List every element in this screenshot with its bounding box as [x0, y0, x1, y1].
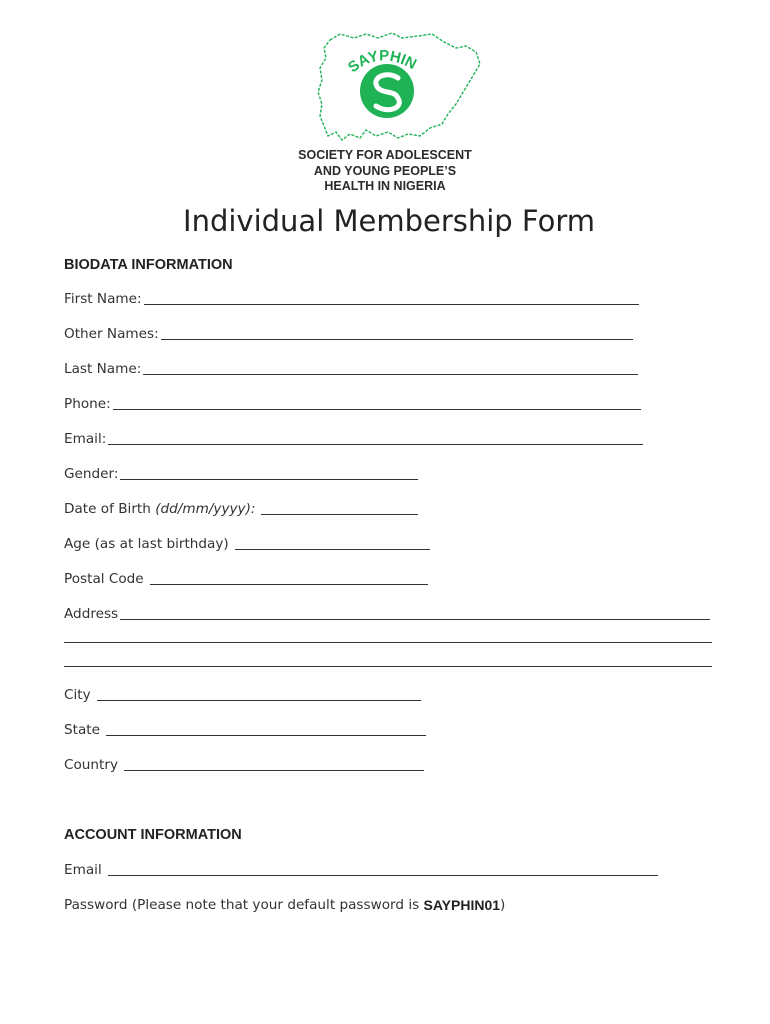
password-note: [64, 897, 505, 913]
first-name-field[interactable]: [64, 291, 639, 307]
address-label: Address: [64, 606, 119, 622]
email-field[interactable]: [64, 431, 643, 447]
dob-format: (dd/mm/yyyy):: [155, 501, 256, 517]
address-line-3[interactable]: [64, 666, 712, 667]
gender-line[interactable]: [120, 466, 418, 480]
org-name-line-2: AND YOUNG PEOPLE’S: [313, 163, 457, 178]
logo-text: SAYPHIN: [344, 47, 420, 77]
org-name-line-1: SOCIETY FOR ADOLESCENT: [298, 148, 472, 162]
page-title: Individual Membership Form: [183, 204, 595, 238]
postal-code-line[interactable]: [150, 571, 428, 585]
gender-label: Gender:: [64, 466, 119, 482]
city-field[interactable]: [64, 687, 421, 703]
password-note-suffix: ): [500, 897, 506, 913]
state-line[interactable]: [106, 722, 426, 736]
account-heading: ACCOUNT INFORMATION: [64, 827, 242, 843]
first-name-label: First Name:: [64, 291, 142, 307]
country-line[interactable]: [124, 757, 424, 771]
country-label: Country: [64, 757, 119, 773]
org-name-line-3: HEALTH IN NIGERIA: [324, 179, 446, 193]
age-label: Age (as at last birthday): [64, 536, 229, 552]
postal-code-field[interactable]: [64, 571, 428, 587]
city-line[interactable]: [97, 687, 421, 701]
dob-line[interactable]: [261, 501, 418, 515]
last-name-line[interactable]: [143, 361, 638, 375]
last-name-field[interactable]: [64, 361, 638, 377]
postal-code-label: Postal Code: [64, 571, 144, 587]
other-names-label: Other Names:: [64, 326, 159, 342]
account-email-line[interactable]: [108, 862, 658, 876]
last-name-label: Last Name:: [64, 361, 142, 377]
dob-label: Date of Birth: [64, 501, 151, 517]
phone-field[interactable]: [64, 396, 641, 412]
phone-line[interactable]: [113, 396, 641, 410]
address-line-2[interactable]: [64, 642, 712, 643]
email-label: Email:: [64, 431, 107, 447]
account-email-field[interactable]: [64, 862, 658, 878]
email-line[interactable]: [108, 431, 643, 445]
password-note-prefix: Password (Please note that your default password is: [64, 897, 420, 913]
first-name-line[interactable]: [144, 291, 639, 305]
biodata-heading: BIODATA INFORMATION: [64, 257, 233, 273]
address-field[interactable]: [64, 606, 710, 622]
nigeria-map-icon: [270, 28, 500, 148]
state-field[interactable]: [64, 722, 426, 738]
age-line[interactable]: [235, 536, 430, 550]
phone-label: Phone:: [64, 396, 111, 412]
default-password: SAYPHIN01: [423, 897, 501, 913]
state-label: State: [64, 722, 100, 738]
organization-name: [260, 148, 510, 195]
city-label: City: [64, 687, 91, 703]
other-names-line[interactable]: [161, 326, 633, 340]
address-line-1[interactable]: [120, 606, 710, 620]
account-email-label: Email: [64, 862, 102, 878]
country-field[interactable]: [64, 757, 424, 773]
other-names-field[interactable]: [64, 326, 633, 342]
gender-field[interactable]: [64, 466, 418, 482]
age-field[interactable]: [64, 536, 430, 552]
dob-field[interactable]: [64, 501, 418, 517]
